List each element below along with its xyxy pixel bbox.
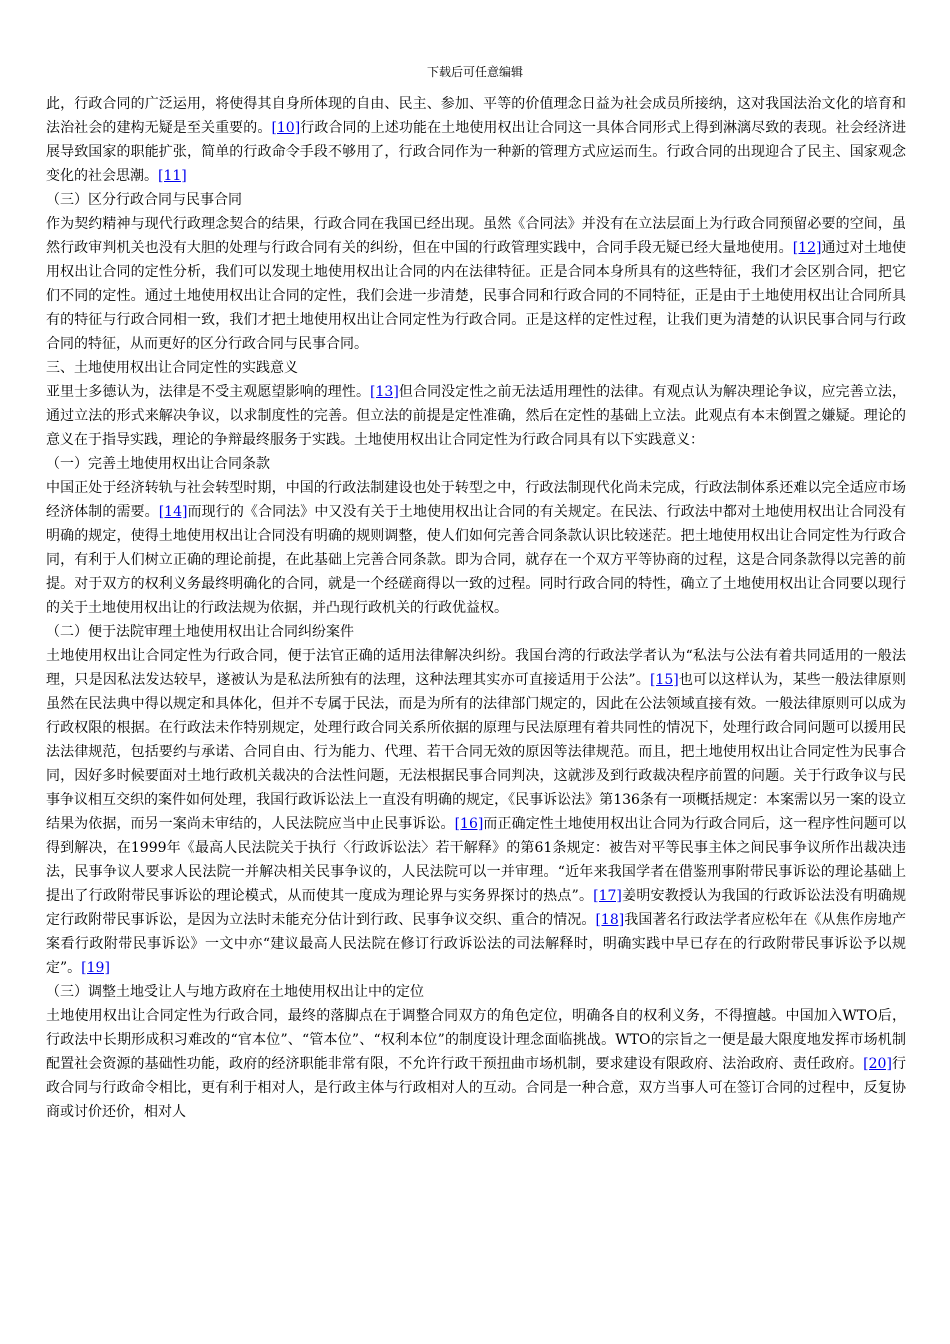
footnote-link[interactable]: [14] [158, 504, 188, 520]
paragraph-text: （三）区分行政合同与民事合同 [46, 192, 242, 208]
footnote-link[interactable]: [12] [792, 240, 822, 256]
paragraph-text: 土地使用权出让合同定性为行政合同，最终的落脚点在于调整合同双方的角色定位，明确各自的权利义务，不得擅越。中国加入WTO后，行政法中长期形成积习难改的“官本位”、“管本位”、“权利本位”的制度设计理念面临挑战。WTO的宗旨之一便是最大限度地发挥市场机制配置社会资源的基础性功能，政府的经济职能非常有限，不允许行政干预扭曲市场机制，要求建设有限政府、法治政府、责任政府。 [46, 1008, 906, 1072]
body-paragraph [46, 644, 906, 980]
footnote-link[interactable]: [19] [81, 960, 110, 976]
section-heading [46, 356, 906, 380]
paragraph-text: 亚里士多德认为，法律是不受主观愿望影响的理性。 [46, 384, 371, 400]
footnote-link[interactable]: [17] [593, 888, 622, 904]
paragraph-text: （三）调整土地受让人与地方政府在土地使用权出让中的定位 [46, 984, 424, 1000]
footnote-link[interactable]: [18] [595, 912, 625, 928]
paragraph-text: 而现行的《合同法》中又没有关于土地使用权出让合同的有关规定。在民法、行政法中都对土地使用权出让合同没有明确的规定，使得土地使用权出让合同没有明确的规则调整，使人们如何完善合同条款认识比较迷茫。把土地使用权出让合同定性为行政合同，有利于人们树立正确的理论前提，在此基础上完善合同条款。即为合同，就存在一个双方平等协商的过程，这是合同条款得以完善的前提。对于双方的权利义务最终明确化的合同，就是一个经磋商得以一致的过程。同时行政合同的特性，确立了土地使用权出让合同要以现行的关于土地使用权出让的行政法规为依据，并凸现行政机关的行政优益权。 [46, 504, 907, 616]
paragraph-text: 此，行政合同的广泛运用，将使得其自身所体现的自由、民主、参加、平等的价值理念日益为社会成员所接纳，这对我国法治文化的培育和法治社会的建构无疑是至关重要的。 [46, 96, 906, 136]
page-header: 下载后可任意编辑 [426, 65, 523, 79]
body-paragraph [46, 1004, 906, 1124]
footnote-link[interactable]: [10] [271, 120, 301, 136]
paragraph-text: 我国著名行政法学者应松年在《从焦作房地产案看行政附带民事诉讼》一文中亦“建议最高人民法院在修订行政诉讼法的司法解释时，明确实践中早已存在的行政附带民事诉讼予以规定”。 [46, 912, 906, 976]
body-paragraph [46, 92, 906, 188]
footnote-link[interactable]: [11] [158, 168, 187, 184]
document-body [46, 92, 906, 1124]
paragraph-text: 作为契约精神与现代行政理念契合的结果，行政合同在我国已经出现。虽然《合同法》并没有在立法层面上为行政合同预留必要的空间，虽然行政审判机关也没有大胆的处理与行政合同有关的纠纷，但在中国的行政管理实践中，合同手段无疑已经大量地使用。 [46, 216, 906, 256]
section-heading [46, 980, 906, 1004]
paragraph-text: 中国正处于经济转轨与社会转型时期，中国的行政法制建设也处于转型之中，行政法制现代化尚未完成，行政法制体系还难以完全适应市场经济体制的需要。 [46, 480, 906, 520]
paragraph-text: 姜明安教授认为我国的行政诉讼法没有明确规定行政附带民事诉讼，是因为立法时未能充分估计到行政、民事争议交织、重合的情况。 [46, 888, 907, 928]
paragraph-text: 土地使用权出让合同定性为行政合同，便于法官正确的适用法律解决纠纷。我国台湾的行政法学者认为“私法与公法有着共同适用的一般法理，只是因私法发达较早，遂被认为是私法所独有的法理，这种法理其实亦可直接适用于公法”。 [46, 648, 906, 688]
footnote-link[interactable]: [16] [454, 816, 484, 832]
paragraph-text: （一）完善土地使用权出让合同条款 [46, 456, 270, 472]
paragraph-text: 也可以这样认为，某些一般法律原则虽然在民法典中得以规定和具体化，但并不专属于民法，而是为所有的法律部门规定的，因此在公法领域直接有效。一般法律原则可以成为行政权限的根据。在行政法未作特别规定，处理行政合同关系所依据的原理与民法原理有着共同性的情况下，处理行政合同问题可以援用民法法律规范，包括要约与承诺、合同自由、行为能力、代理、若干合同无效的原因等法律规范。而且，把土地使用权出让合同定性为民事合同，因好多时候要面对土地行政机关裁决的合法性问题，无法根据民事合同判决，这就涉及到行政裁决程序前置的问题。关于行政争议与民事争议相互交织的案件如何处理，我国行政诉讼法上一直没有明确的规定，《民事诉讼法》第136条有一项概括规定：本案需以另一案的设立结果为依据，而另一案尚未审结的，人民法院应当中止民事诉讼。 [46, 672, 906, 832]
paragraph-text: 而正确定性土地使用权出让合同为行政合同后，这一程序性问题可以得到解决，在1999年《最高人民法院关于执行〈行政诉讼法〉若干解释》的第61条规定：被告对平等民事主体之间民事争议所作出裁决违法，民事争议人要求人民法院一并解决相关民事争议的，人民法院可以一并审理。“近年来我国学者在借鉴刑事附带民事诉讼的理论基础上提出了行政附带民事诉讼的理论模式，从而使其一度成为理论界与实务界探讨的热点”。 [46, 816, 907, 904]
paragraph-text: 行政合同与行政命令相比，更有利于相对人，是行政主体与行政相对人的互动。合同是一种合意，双方当事人可在签订合同的过程中，反复协商或讨价还价，相对人 [46, 1056, 907, 1120]
paragraph-text: 通过对土地使用权出让合同的定性分析，我们可以发现土地使用权出让合同的内在法律特征。正是合同本身所具有的这些特征，我们才会区别合同，把它们不同的定性。通过土地使用权出让合同的定性，我们会进一步清楚，民事合同和行政合同的不同特征，正是由于土地使用权出让合同所具有的特征与行政合同相一致，我们才把土地使用权出让合同定性为行政合同。正是这样的定性过程，让我们更为清楚的认识民事合同与行政合同的特征，从而更好的区分行政合同与民事合同。 [46, 240, 907, 352]
body-paragraph [46, 212, 906, 356]
section-heading [46, 452, 906, 476]
footnote-link[interactable]: [15] [649, 672, 679, 688]
section-heading [46, 620, 906, 644]
body-paragraph [46, 476, 906, 620]
footnote-link[interactable]: [13] [370, 384, 399, 400]
paragraph-text: 三、土地使用权出让合同定性的实践意义 [46, 360, 298, 376]
body-paragraph [46, 380, 906, 452]
paragraph-text: 但合同没定性之前无法适用理性的法律。有观点认为解决理论争议，应完善立法，通过立法的形式来解决争议，以求制度性的完善。但立法的前提是定性准确，然后在定性的基础上立法。此观点有本末倒置之嫌疑。理论的意义在于指导实践，理论的争辩最终服务于实践。土地使用权出让合同定性为行政合同具有以下实践意义： [46, 384, 906, 448]
footnote-link[interactable]: [20] [863, 1056, 892, 1072]
section-heading [46, 188, 906, 212]
paragraph-text: （二）便于法院审理土地使用权出让合同纠纷案件 [46, 624, 354, 640]
paragraph-text: 行政合同的上述功能在土地使用权出让合同这一具体合同形式上得到淋漓尽致的表现。社会经济进展导致国家的职能扩张，简单的行政命令手段不够用了，行政合同作为一种新的管理方式应运而生。行政合同的出现迎合了民主、国家观念变化的社会思潮。 [46, 120, 907, 184]
